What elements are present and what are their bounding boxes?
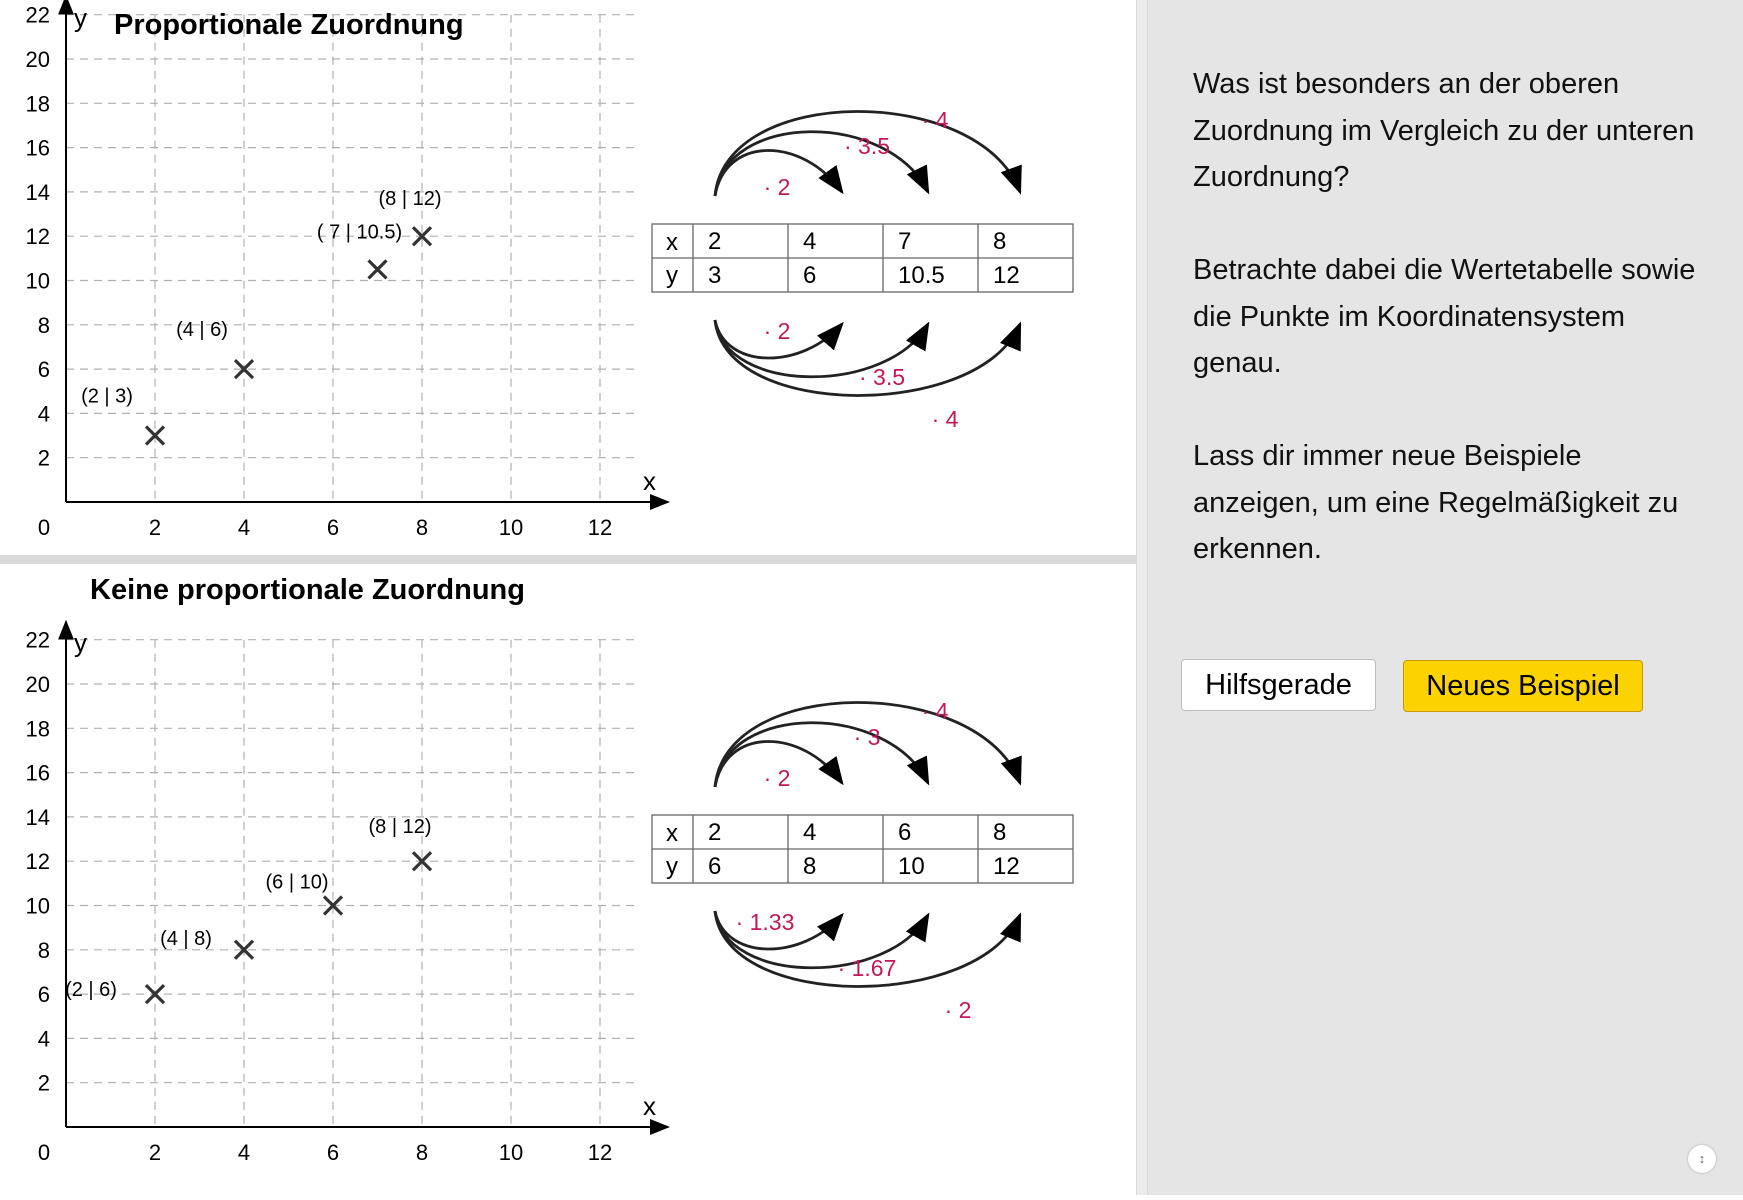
x-tick-label: 0 bbox=[37, 1140, 51, 1165]
factor-label-below: · 2 bbox=[763, 318, 791, 344]
data-point-label: (8 | 12) bbox=[368, 816, 432, 839]
y-tick-label: 16 bbox=[25, 135, 50, 161]
data-point-label: (6 | 10) bbox=[265, 871, 329, 894]
factor-label-above: · 3 bbox=[853, 724, 881, 750]
table-cell-x: 2 bbox=[708, 228, 722, 255]
x-tick-label: 0 bbox=[37, 515, 51, 540]
data-point-label: (2 | 3) bbox=[81, 385, 133, 408]
non-proportional-panel bbox=[0, 564, 1136, 1195]
y-tick-label: 4 bbox=[37, 1026, 50, 1052]
y-tick-label: 8 bbox=[37, 312, 50, 338]
data-point-label: ( 7 | 10.5) bbox=[316, 221, 403, 244]
proportional-graph bbox=[0, 0, 1136, 555]
x-tick-label: 6 bbox=[326, 1140, 340, 1165]
y-tick-label: 18 bbox=[25, 716, 50, 742]
new-example-button[interactable]: Neues Beispiel bbox=[1403, 660, 1643, 712]
y-tick-label: 10 bbox=[25, 893, 50, 919]
table-cell-y: 6 bbox=[708, 853, 722, 880]
graph-title: Proportionale Zuordnung bbox=[114, 9, 464, 41]
factor-label-below: · 1.67 bbox=[837, 955, 897, 981]
x-tick-label: 2 bbox=[148, 1140, 162, 1165]
factor-label-above: · 2 bbox=[763, 174, 791, 200]
y-tick-label: 6 bbox=[37, 357, 50, 383]
data-point-label: (4 | 6) bbox=[176, 319, 228, 342]
table-cell-y: 12 bbox=[993, 262, 1020, 289]
y-axis-label: y bbox=[74, 627, 87, 658]
hint-text: Lass dir immer neue Beispiele anzeigen, um eine Regelmäßigkeit zu erkennen. bbox=[1193, 440, 1679, 565]
table-cell-x: 7 bbox=[898, 228, 912, 255]
x-tick-label: 10 bbox=[498, 1140, 524, 1165]
x-tick-label: 4 bbox=[237, 1140, 251, 1165]
x-tick-label: 8 bbox=[415, 515, 429, 540]
task-panel bbox=[1148, 0, 1743, 1195]
x-tick-label: 2 bbox=[148, 515, 162, 540]
fullscreen-exit-icon[interactable]: ↕ bbox=[1688, 1145, 1716, 1173]
horizontal-divider bbox=[0, 555, 1136, 564]
table-cell-x: 8 bbox=[993, 228, 1007, 255]
table-row-label-y: y bbox=[666, 853, 678, 880]
table-cell-x: 6 bbox=[898, 819, 912, 846]
help-line-button[interactable]: Hilfsgerade bbox=[1181, 659, 1376, 711]
table-cell-y: 10 bbox=[898, 853, 925, 880]
factor-label-above: · 4 bbox=[921, 107, 949, 133]
y-tick-label: 2 bbox=[37, 1070, 50, 1096]
y-tick-label: 14 bbox=[25, 179, 50, 205]
table-cell-x: 2 bbox=[708, 819, 722, 846]
x-tick-label: 8 bbox=[415, 1140, 429, 1165]
factor-label-below: · 4 bbox=[931, 406, 959, 432]
y-tick-label: 22 bbox=[25, 2, 50, 28]
y-tick-label: 20 bbox=[25, 47, 50, 72]
x-axis-label: x bbox=[643, 466, 656, 496]
factor-label-below: · 2 bbox=[944, 997, 972, 1023]
data-point-marker bbox=[369, 260, 387, 278]
data-point-label: (2 | 6) bbox=[65, 979, 117, 1002]
x-tick-label: 6 bbox=[326, 515, 340, 540]
table-row-label-x: x bbox=[666, 820, 678, 847]
factor-label-below: · 1.33 bbox=[735, 909, 795, 935]
y-tick-label: 20 bbox=[25, 672, 50, 697]
table-cell-x: 8 bbox=[993, 819, 1007, 846]
factor-label-above: · 2 bbox=[763, 765, 791, 791]
y-tick-label: 4 bbox=[37, 401, 50, 427]
table-row-label-y: y bbox=[666, 262, 678, 289]
factor-label-above: · 3.5 bbox=[843, 133, 891, 159]
y-axis-label: y bbox=[74, 2, 87, 33]
table-cell-x: 4 bbox=[803, 819, 817, 846]
data-point-marker bbox=[146, 985, 164, 1003]
table-cell-y: 12 bbox=[993, 853, 1020, 880]
y-tick-label: 10 bbox=[25, 268, 50, 294]
x-tick-label: 12 bbox=[587, 1140, 613, 1165]
x-tick-label: 10 bbox=[498, 515, 524, 540]
y-tick-label: 16 bbox=[25, 760, 50, 786]
graph-title: Keine proportionale Zuordnung bbox=[90, 574, 525, 606]
y-tick-label: 12 bbox=[25, 224, 50, 250]
y-tick-label: 14 bbox=[25, 804, 50, 830]
y-tick-label: 8 bbox=[37, 937, 50, 963]
x-axis-label: x bbox=[643, 1091, 656, 1121]
instruction-text: Betrachte dabei die Wertetabelle sowie die Punkte im Koordinatensystem genau. bbox=[1193, 254, 1696, 379]
factor-label-above: · 4 bbox=[921, 698, 949, 724]
table-cell-y: 3 bbox=[708, 262, 722, 289]
data-point-label: (4 | 8) bbox=[160, 927, 212, 950]
vertical-divider bbox=[1136, 0, 1148, 1195]
table-row-label-x: x bbox=[666, 229, 678, 256]
table-cell-x: 4 bbox=[803, 228, 817, 255]
x-tick-label: 12 bbox=[587, 515, 613, 540]
non-proportional-graph bbox=[0, 564, 1136, 1195]
factor-label-below: · 3.5 bbox=[858, 364, 906, 390]
table-cell-y: 10.5 bbox=[898, 262, 945, 289]
table-cell-y: 8 bbox=[803, 853, 817, 880]
y-tick-label: 22 bbox=[25, 627, 50, 653]
y-tick-label: 6 bbox=[37, 982, 50, 1008]
y-tick-label: 2 bbox=[37, 445, 50, 471]
y-tick-label: 12 bbox=[25, 849, 50, 875]
table-cell-y: 6 bbox=[803, 262, 817, 289]
proportional-panel bbox=[0, 0, 1136, 555]
data-point-label: (8 | 12) bbox=[378, 188, 442, 211]
y-tick-label: 18 bbox=[25, 91, 50, 117]
x-tick-label: 4 bbox=[237, 515, 251, 540]
question-text: Was ist besonders an der oberen Zuordnung im Vergleich zu der unteren Zuordnung? bbox=[1193, 68, 1695, 193]
